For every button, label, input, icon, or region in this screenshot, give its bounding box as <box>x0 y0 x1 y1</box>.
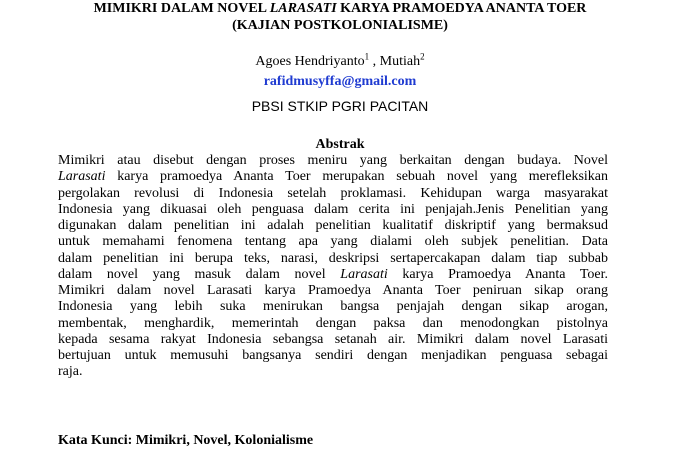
author-separator: , <box>369 54 380 69</box>
abstract-text: Indonesia yang dikuasai oleh penguasa dalam cerita ini penjajah.Jenis Penelitian yang <box>58 201 608 217</box>
paper-title-line-2: (KAJIAN POSTKOLONIALISME) <box>232 18 448 33</box>
abstract-line <box>58 169 608 185</box>
abstract-text: bertujuan untuk memusuhi bangsanya sendiri dengan menjadikan penguasa sebagai <box>58 348 608 363</box>
abstract-text: Indonesia yang lebih suka menirukan bangsa penjajah dengan sikap arogan, <box>58 299 608 315</box>
abstract-line <box>58 218 608 234</box>
author-affiliation-mark: 1 <box>364 51 370 62</box>
abstract-text: Mimikri dalam novel Larasati karya Pramoedya Ananta Toer peniruan sikap orang <box>58 283 608 298</box>
abstract-text: pergolakan revolusi di Indonesia setelah proklamasi. Kehidupan warga masyarakat <box>58 185 608 201</box>
abstract-line <box>58 251 608 267</box>
abstract-line <box>58 202 608 218</box>
abstract-line <box>58 234 608 250</box>
abstract-line <box>58 364 608 380</box>
affiliation: PBSI STKIP PGRI PACITAN <box>251 98 429 114</box>
abstract-line <box>58 186 608 202</box>
abstract-line <box>58 283 608 299</box>
abstract-text: untuk memahami fenomena tentang apa yang dialami oleh subjek penelitian. Data <box>58 234 608 250</box>
abstract-line <box>58 332 608 348</box>
abstract-heading: Abstrak <box>315 137 365 152</box>
title-text-rest: KARYA PRAMOEDYA ANANTA TOER <box>336 1 587 16</box>
abstract-text: kepada sesama rakyat Indonesia sebangsa setanah air. Mimikri dalam novel Larasati <box>58 331 608 347</box>
novel-title-italic: Larasati <box>340 266 388 282</box>
keywords: Kata Kunci: Mimikri, Novel, Kolonialisme <box>58 433 314 448</box>
abstract-line <box>58 316 608 332</box>
author-list <box>0 53 680 71</box>
abstract-text: membentak, menghardik, memerintah dengan paksa dan menodongkan pistolnya <box>58 315 608 331</box>
abstract-text: digunakan dalam penelitian ini adalah penelitian kualitatif diskriptif yang bermaksud <box>58 218 608 233</box>
abstract-text: Mimikri atau disebut dengan proses meniru yang berkaitan dengan budaya. Novel <box>58 153 608 168</box>
abstract-body <box>58 153 608 381</box>
abstract-line <box>58 267 608 283</box>
author-email-link[interactable]: rafidmusyffa@gmail.com <box>263 74 417 89</box>
novel-title-italic: Larasati <box>58 169 106 185</box>
author-name: Mutiah <box>379 54 421 69</box>
abstract-line <box>58 153 608 169</box>
abstract-text: dalam penelitian ini berupa teks, narasi, deskripsi sertapercakapan dalam tiap subbab <box>58 250 608 266</box>
abstract-text: karya Pramoedya Ananta Toer. <box>387 266 608 282</box>
abstract-line <box>58 348 608 364</box>
title-novel-name: LARASATI <box>269 1 337 16</box>
author-affiliation-mark: 2 <box>420 51 425 62</box>
abstract-text: raja. <box>58 364 83 380</box>
abstract-text: dalam novel yang masuk dalam novel <box>58 266 341 282</box>
abstract-text: karya pramoedya Ananta Toer merupakan sebuah novel yang merefleksikan <box>105 169 608 185</box>
title-text: MIMIKRI DALAM NOVEL <box>93 1 270 16</box>
abstract-line <box>58 299 608 315</box>
paper-title-line-1 <box>0 0 680 18</box>
author-name: Agoes Hendriyanto <box>255 54 365 69</box>
